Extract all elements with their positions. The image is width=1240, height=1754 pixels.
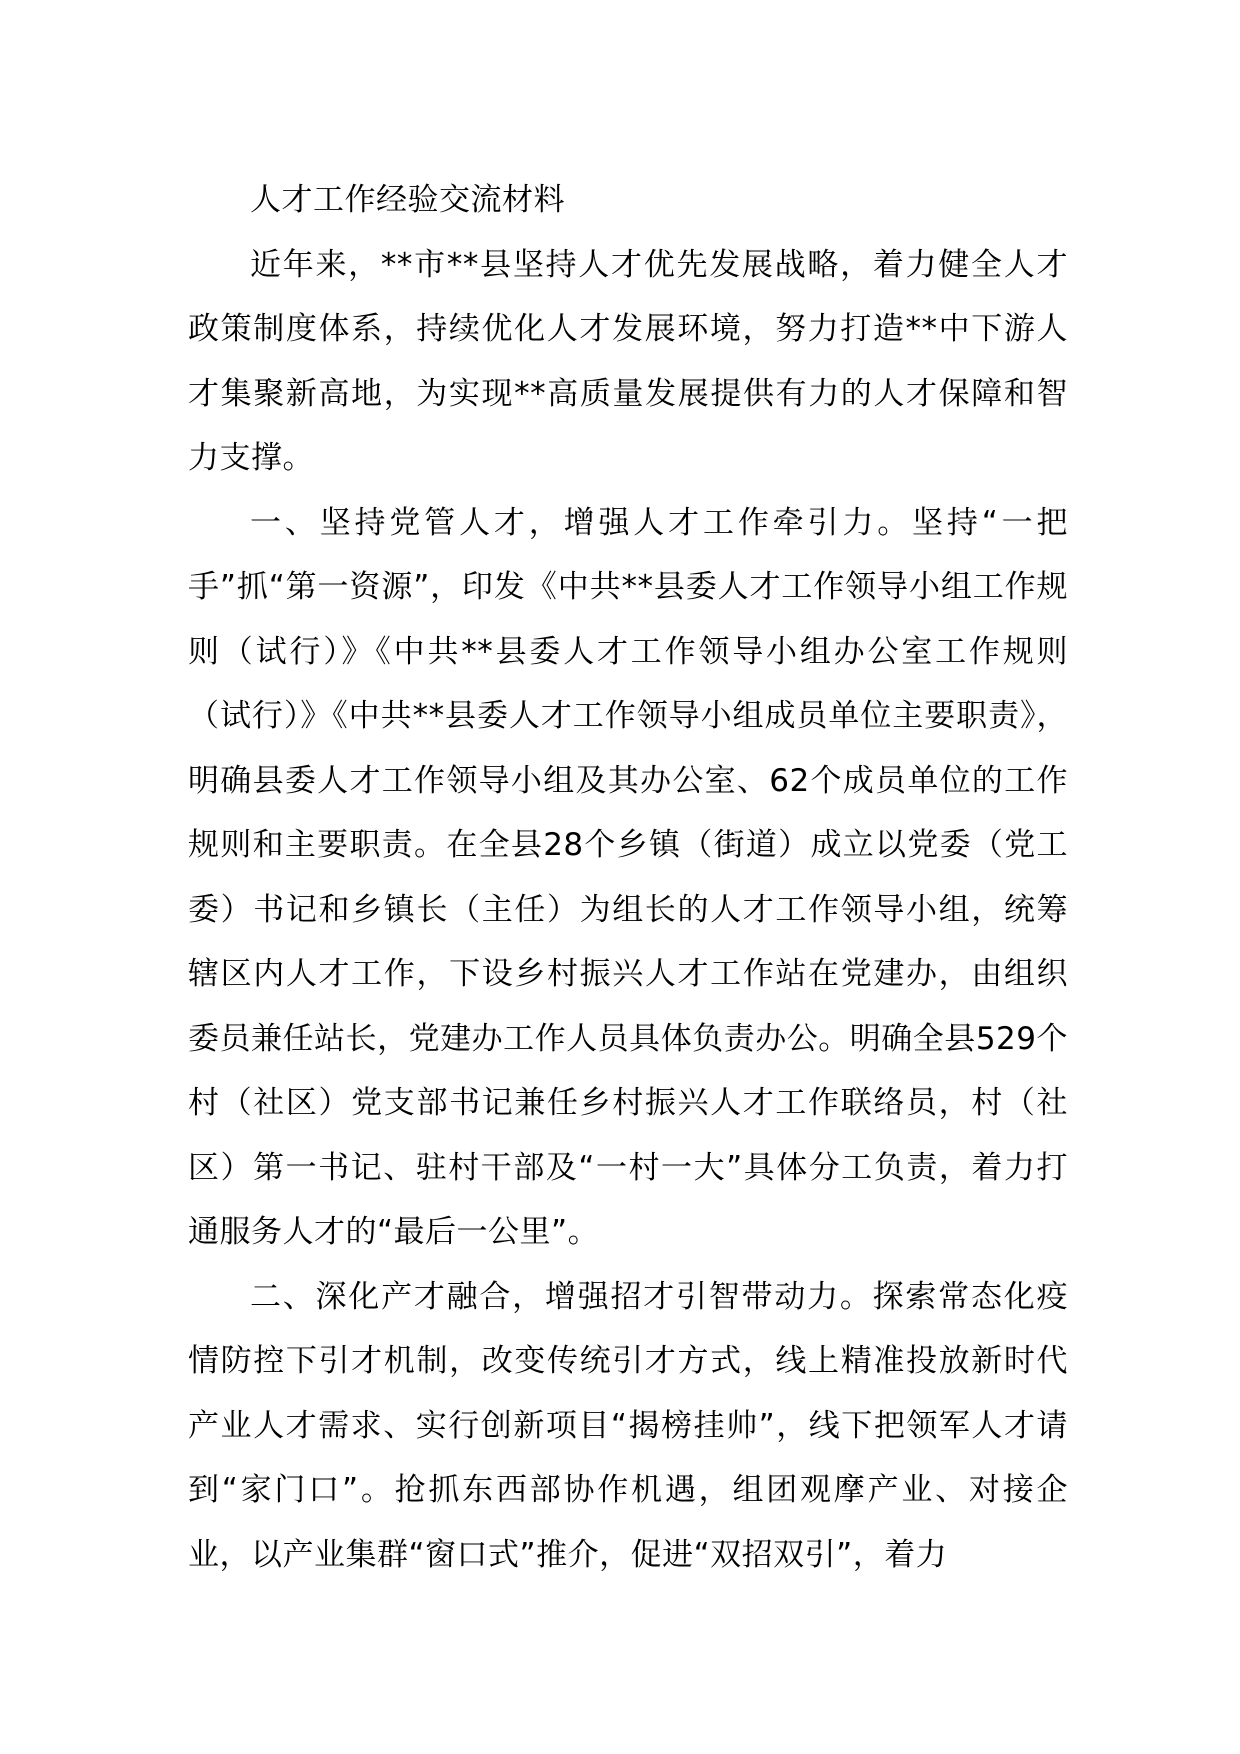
paragraph-section-one: 一、坚持党管人才，增强人才工作牵引力。坚持“一把手”抓“第一资源”，印发《中共**县委人才工作领导小组工作规则（试行）》《中共**县委人才工作领导小组办公室工作规则（试行）》《中共**县委人才工作领导小组成员单位主要职责》，明确县委人才工作领导小组及其办公室、62个成员单位的工作规则和主要职责。在全县28个乡镇（街道）成立以党委（党工委）书记和乡镇长（主任）为组长的人才工作领导小组，统筹辖区内人才工作，下设乡村振兴人才工作站在党建办，由组织委员兼任站长，党建办工作人员具体负责办公。明确全县529个村（社区）党支部书记兼任乡村振兴人才工作联络员，村（社区）第一书记、驻村干部及“一村一大”具体分工负责，着力打通服务人才的“最后一公里”。: [188, 504, 1068, 1250]
paragraph-section-two: 二、深化产才融合，增强招才引智带动力。探索常态化疫情防控下引才机制，改变传统引才方式，线上精准投放新时代产业人才需求、实行创新项目“揭榜挂帅”，线下把领军人才请到“家门口”。抢抓东西部协作机遇，组团观摩产业、对接企业，以产业集群“窗口式”推介，促进“双招双引”，着力: [188, 1278, 1068, 1573]
paragraph-intro: 近年来，**市**县坚持人才优先发展战略，着力健全人才政策制度体系，持续优化人才发展环境，努力打造**中下游人才集聚新高地，为实现**高质量发展提供有力的人才保障和智力支撑。: [188, 246, 1068, 476]
document-title: 人才工作经验交流材料: [250, 182, 565, 218]
document-body: [188, 168, 1068, 1587]
